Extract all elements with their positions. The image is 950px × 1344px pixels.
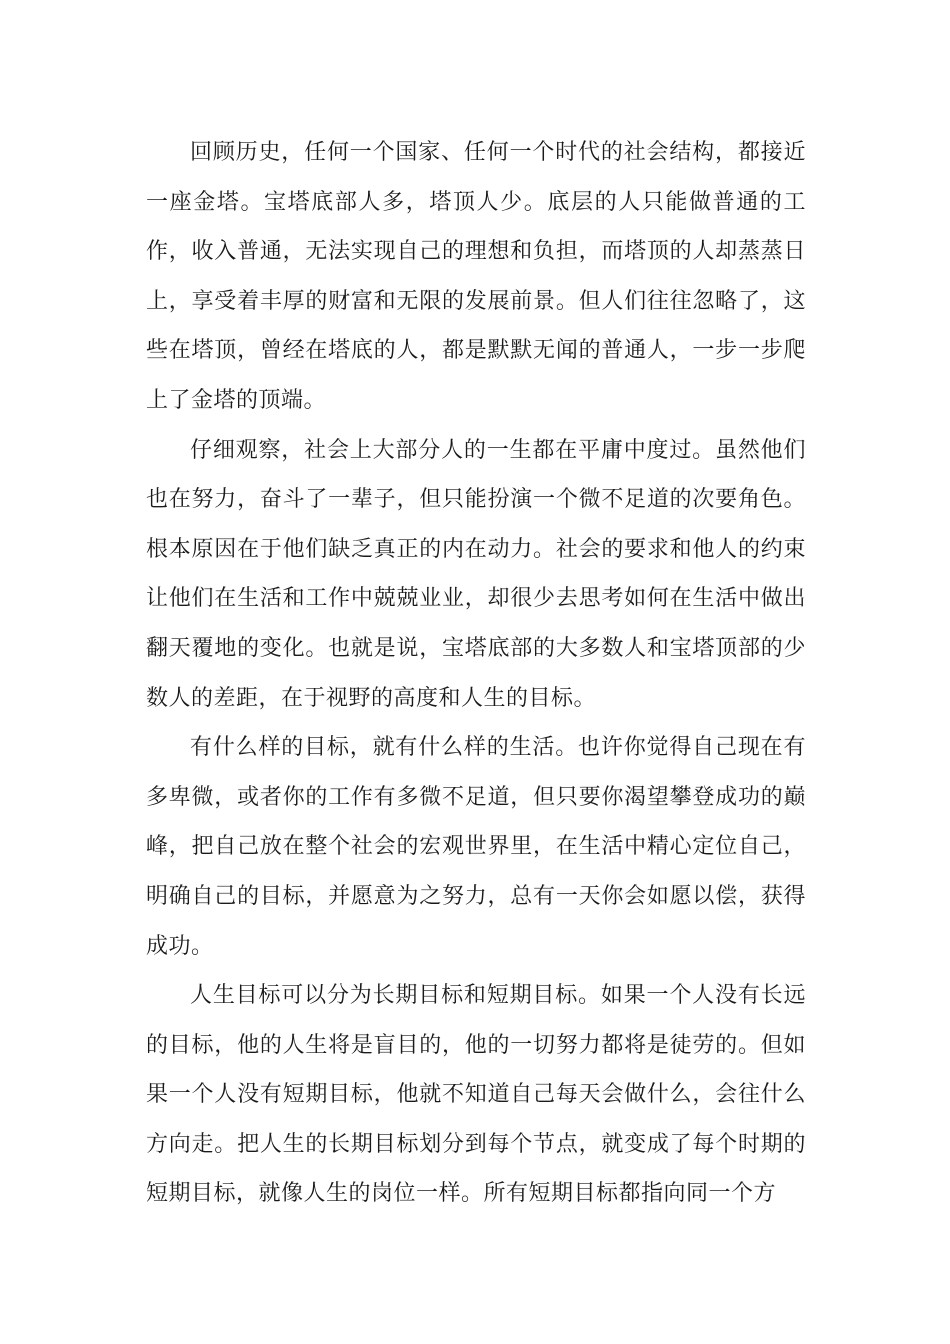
paragraph-2: 仔细观察，社会上大部分人的一生都在平庸中度过。虽然他们也在努力，奋斗了一辈子，但只能扮演一个微不足道的次要角色。根本原因在于他们缺乏真正的内在动力。社会的要求和他人的约束让他们在生活和工作中兢兢业业，却很少去思考如何在生活中做出翻天覆地的变化。也就是说，宝塔底部的大多数人和宝塔顶部的少数人的差距，在于视野的高度和人生的目标。 bbox=[146, 437, 806, 711]
paragraph-1: 回顾历史，任何一个国家、任何一个时代的社会结构，都接近一座金塔。宝塔底部人多，塔顶人少。底层的人只能做普通的工作，收入普通，无法实现自己的理想和负担，而塔顶的人却蒸蒸日上，享受着丰厚的财富和无限的发展前景。但人们往往忽略了，这些在塔顶，曾经在塔底的人，都是默默无闻的普通人，一步一步爬上了金塔的顶端。 bbox=[146, 140, 806, 413]
paragraph-3: 有什么样的目标，就有什么样的生活。也许你觉得自己现在有多卑微，或者你的工作有多微不足道，但只要你渴望攀登成功的巅峰，把自己放在整个社会的宏观世界里，在生活中精心定位自己，明确自己的目标，并愿意为之努力，总有一天你会如愿以偿，获得成功。 bbox=[146, 735, 806, 959]
paragraph-4: 人生目标可以分为长期目标和短期目标。如果一个人没有长远的目标，他的人生将是盲目的，他的一切努力都将是徒劳的。但如果一个人没有短期目标，他就不知道自己每天会做什么，会往什么方向走。把人生的长期目标划分到每个节点，就变成了每个时期的短期目标，就像人生的岗位一样。所有短期目标都指向同一个方 bbox=[146, 983, 806, 1207]
document-body bbox=[146, 128, 806, 1219]
